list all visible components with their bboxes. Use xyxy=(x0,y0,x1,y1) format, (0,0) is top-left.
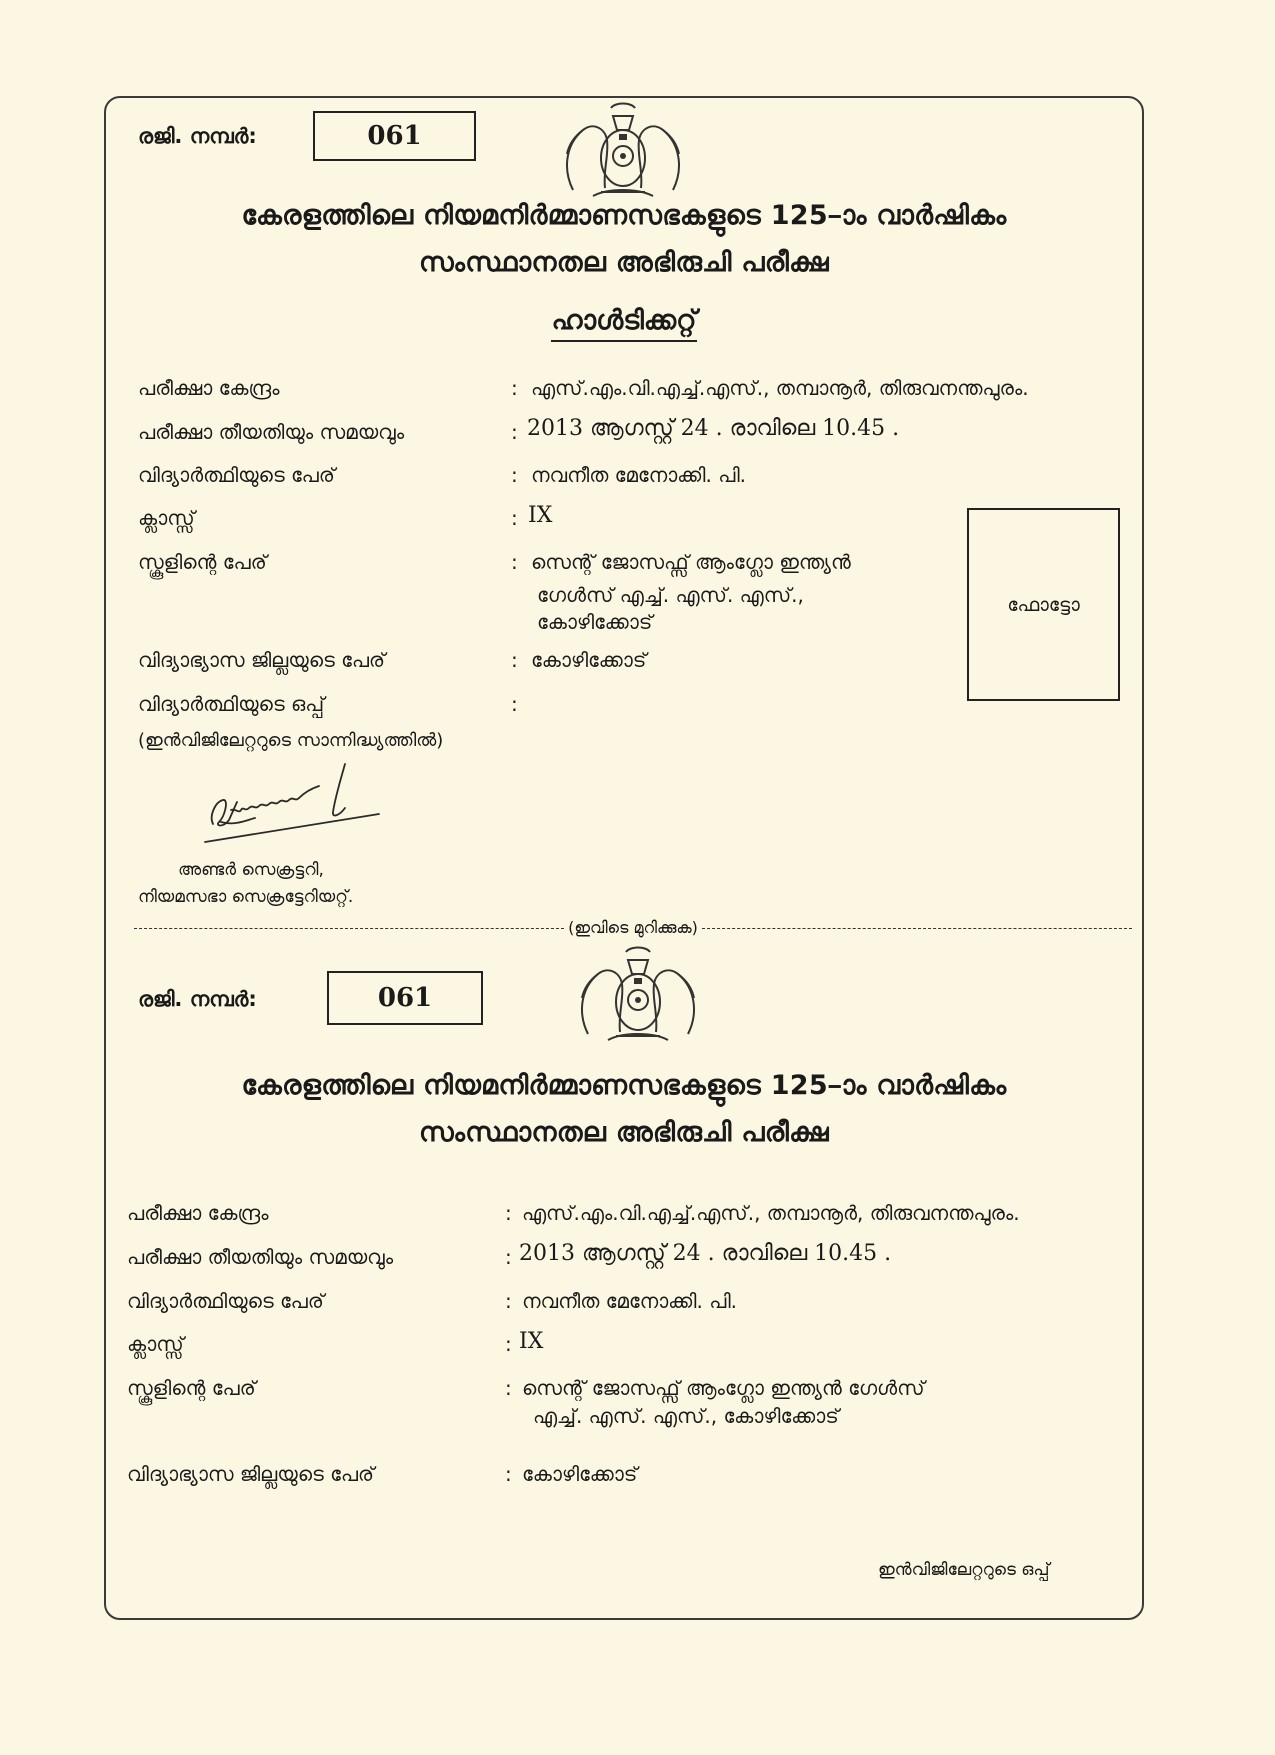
photo-label: ഫോട്ടോ xyxy=(1007,593,1080,616)
field-value-student-name-bottom: നവനീത മേനോക്കി. പി. xyxy=(522,1289,738,1313)
colon: : xyxy=(511,376,518,400)
colon: : xyxy=(511,506,518,530)
field-label-school-name: സ്കൂളിന്റെ പേര് xyxy=(138,550,267,574)
field-label-student-signature: വിദ്യാർത്ഥിയുടെ ഒപ്പ് xyxy=(138,692,325,716)
field-value-school-name: സെന്റ് ജോസഫ്സ് ആംഗ്ലോ ഇന്ത്യൻ xyxy=(531,550,851,574)
signatory-office: നിയമസഭാ സെക്രട്ടേറിയറ്റ്. xyxy=(138,887,354,907)
field-label-class: ക്ലാസ്സ് xyxy=(138,506,195,530)
hall-ticket-text: ഹാൾടിക്കറ്റ് xyxy=(551,305,696,342)
field-value-edu-district-bottom: കോഴിക്കോട് xyxy=(522,1462,638,1486)
colon: : xyxy=(505,1462,512,1486)
dashed-rule-right xyxy=(702,928,1132,929)
photo-box xyxy=(967,508,1120,701)
field-value-school-name-line2: ഗേൾസ് എച്ച്. എസ്. എസ്., xyxy=(537,583,804,607)
state-emblem-icon xyxy=(568,944,708,1044)
field-label-school-name-bottom: സ്കൂളിന്റെ പേര് xyxy=(127,1376,256,1400)
reg-number-box-bottom: 061 xyxy=(327,971,483,1025)
field-value-school-name-bottom: സെന്റ് ജോസഫ്സ് ആംഗ്ലോ ഇന്ത്യൻ ഗേൾസ് xyxy=(522,1376,925,1400)
colon: : xyxy=(505,1289,512,1313)
cut-here-text: (ഇവിടെ മുറിക്കുക) xyxy=(568,918,698,937)
signatory-designation: അണ്ടർ സെക്രട്ടറി, xyxy=(178,860,324,880)
field-value-school-name-line3: കോഴിക്കോട് xyxy=(537,610,653,634)
invigilator-presence-note: (ഇൻവിജിലേറ്ററുടെ സാന്നിദ്ധ്യത്തിൽ) xyxy=(138,730,444,751)
exam-title-line1: കേരളത്തിലെ നിയമനിർമ്മാണസഭകളുടെ 125–ാം വാർഷികം xyxy=(241,200,1007,231)
hall-ticket-heading xyxy=(104,305,1144,337)
reg-number-box: 061 xyxy=(313,111,476,161)
state-emblem-icon xyxy=(553,100,693,200)
official-signature xyxy=(195,758,395,848)
reg-number-label-bottom: രജി. നമ്പർ: xyxy=(138,987,257,1011)
colon: : xyxy=(505,1376,512,1400)
field-value-student-name: നവനീത മേനോക്കി. പി. xyxy=(531,463,747,487)
field-value-school-name-line2-bottom: എച്ച്. എസ്. എസ്., കോഴിക്കോട് xyxy=(533,1404,839,1428)
colon: : xyxy=(511,648,518,672)
field-value-edu-district: കോഴിക്കോട് xyxy=(531,648,647,672)
colon: : xyxy=(511,692,518,716)
colon: : xyxy=(511,420,518,444)
field-label-edu-district-bottom: വിദ്യാഭ്യാസ ജില്ലയുടെ പേര് xyxy=(127,1462,375,1486)
colon: : xyxy=(505,1201,512,1225)
colon: : xyxy=(505,1332,512,1356)
field-value-exam-center-bottom: എസ്.എം.വി.എച്ച്.എസ്., തമ്പാനൂർ, തിരുവനന്തപുരം. xyxy=(522,1201,1020,1225)
field-label-class-bottom: ക്ലാസ്സ് xyxy=(127,1332,184,1356)
invigilator-signature-label: ഇൻവിജിലേറ്ററുടെ ഒപ്പ് xyxy=(878,1560,1050,1580)
field-label-edu-district: വിദ്യാഭ്യാസ ജില്ലയുടെ പേര് xyxy=(138,648,386,672)
cut-here-line xyxy=(134,918,1132,938)
field-value-exam-center: എസ്.എം.വി.എച്ച്.എസ്., തമ്പാനൂർ, തിരുവനന്തപുരം. xyxy=(531,376,1029,400)
field-value-exam-date-bottom: 2013 ആഗസ്റ്റ് 24 . രാവിലെ 10.45 . xyxy=(519,1241,892,1266)
colon: : xyxy=(505,1245,512,1269)
reg-number-label: രജി. നമ്പർ: xyxy=(138,124,257,148)
dashed-rule-left xyxy=(134,928,564,929)
field-label-exam-date-bottom: പരീക്ഷാ തീയതിയും സമയവും xyxy=(127,1245,394,1269)
exam-title-line2-bottom: സംസ്ഥാനതല അഭിരുചി പരീക്ഷ xyxy=(419,1117,829,1148)
field-label-exam-date: പരീക്ഷാ തീയതിയും സമയവും xyxy=(138,420,405,444)
field-label-student-name-bottom: വിദ്യാർത്ഥിയുടെ പേര് xyxy=(127,1289,324,1313)
exam-title-line2: സംസ്ഥാനതല അഭിരുചി പരീക്ഷ xyxy=(419,247,829,278)
field-value-class: IX xyxy=(528,503,553,528)
field-value-exam-date: 2013 ആഗസ്റ്റ് 24 . രാവിലെ 10.45 . xyxy=(527,416,900,441)
field-label-exam-center: പരീക്ഷാ കേന്ദ്രം xyxy=(138,376,280,400)
exam-title-line1-bottom: കേരളത്തിലെ നിയമനിർമ്മാണസഭകളുടെ 125–ാം വാർഷികം xyxy=(241,1070,1007,1101)
field-label-student-name: വിദ്യാർത്ഥിയുടെ പേര് xyxy=(138,463,335,487)
field-label-exam-center-bottom: പരീക്ഷാ കേന്ദ്രം xyxy=(127,1201,269,1225)
colon: : xyxy=(511,550,518,574)
colon: : xyxy=(511,463,518,487)
field-value-class-bottom: IX xyxy=(519,1329,544,1354)
